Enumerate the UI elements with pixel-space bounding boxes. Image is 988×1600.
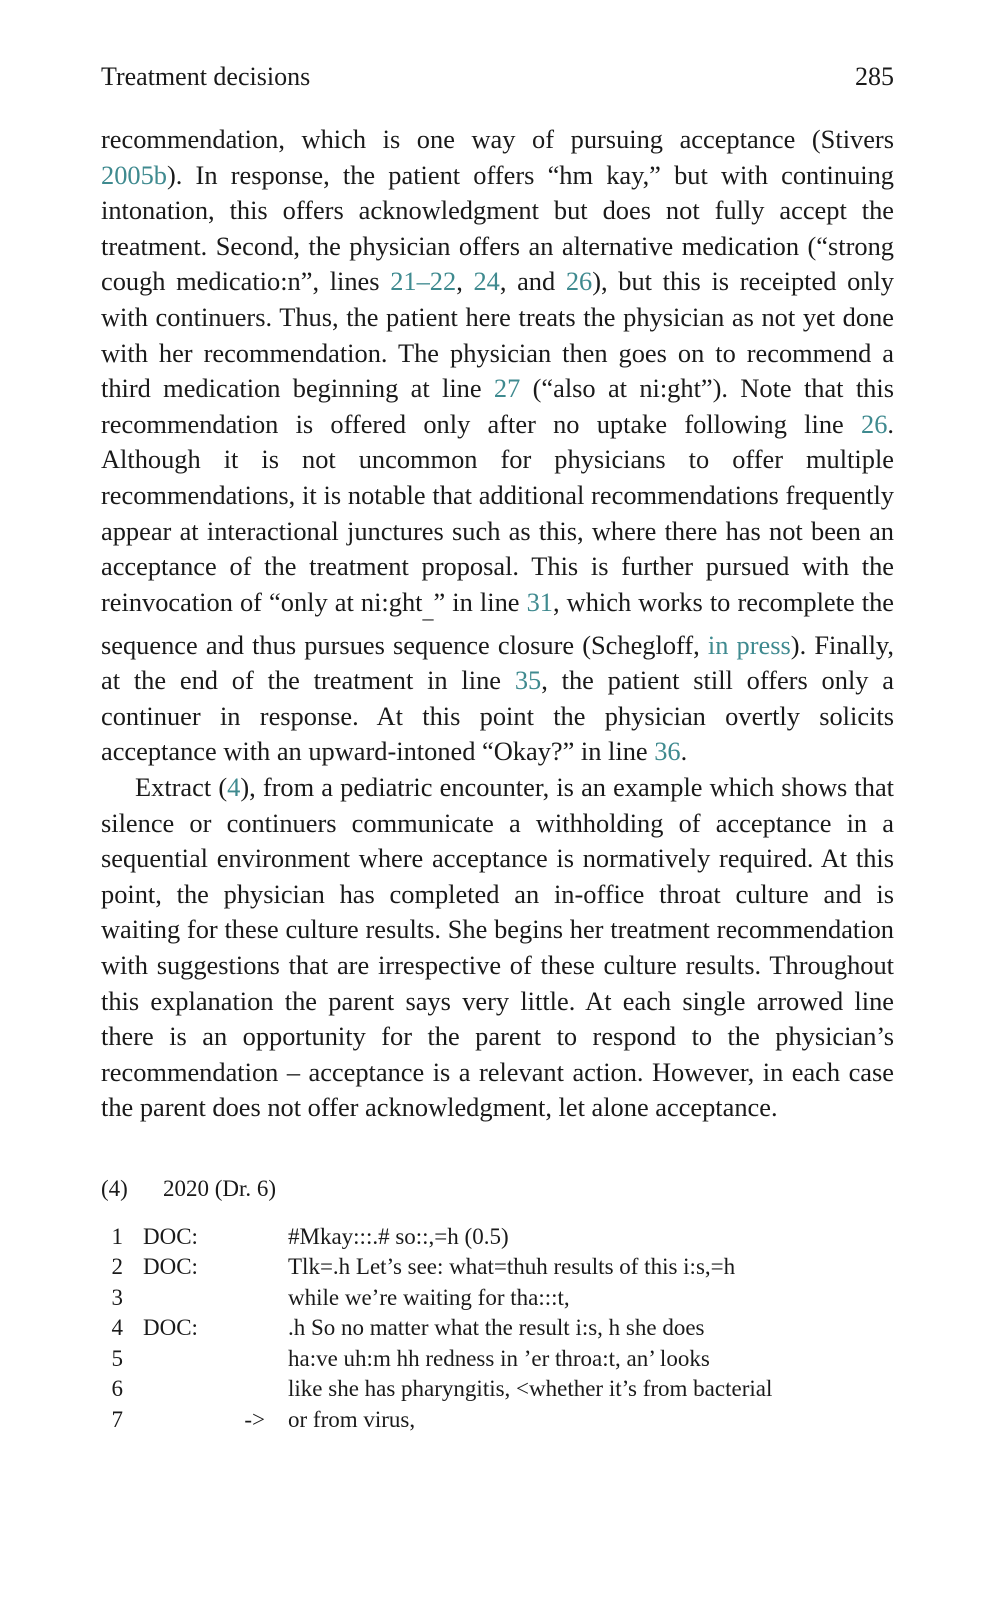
body-text — [101, 122, 894, 1126]
utterance-text: .h So no matter what the result i:s, h she does — [288, 1315, 705, 1341]
transcript — [101, 1222, 894, 1436]
transcript-line — [101, 1405, 894, 1436]
arrow-marker — [223, 1313, 288, 1344]
line-number: 7 — [111, 1406, 123, 1432]
line-ref-link[interactable]: 36 — [654, 736, 681, 767]
citation-link[interactable]: 2005b — [101, 159, 167, 190]
utterance-text: while we’re waiting for tha:::t, — [288, 1284, 570, 1310]
extract-label: 2020 (Dr. 6) — [163, 1175, 277, 1201]
transcript-line — [101, 1374, 894, 1405]
line-ref-link[interactable]: 26 — [861, 408, 888, 439]
utterance-text: like she has pharyngitis, <whether it’s from bacterial — [288, 1376, 773, 1402]
line-ref-link[interactable]: 26 — [565, 266, 593, 297]
speaker-label — [143, 1283, 223, 1314]
line-number: 6 — [111, 1376, 123, 1402]
extract-number: (4) — [101, 1175, 128, 1201]
line-ref-link[interactable]: 31 — [526, 586, 553, 617]
arrow-marker: -> — [244, 1406, 265, 1432]
extract-ref-link[interactable]: 4 — [227, 771, 241, 802]
paragraph-2: Extract (4), from a pediatric encounter, is an example which shows that silence or continuers communicate a withholding of acceptance in a sequential environment where acceptance is normatively required. At this point, the physician has completed an in-office throat culture and is waiting for these culture results. She begins her treatment recommendation with suggestions that are irrespective of these culture results. Throughout this explanation the parent says very little. At each single arrowed line there is an opportunity for the parent to respond to the physician’s recommendation – acceptance is a relevant action. However, in each case the parent does not offer acknowledgment, let alone acceptance. — [101, 771, 894, 1123]
arrow-marker — [223, 1283, 288, 1314]
line-ref-link[interactable]: 24 — [473, 266, 500, 297]
transcript-line — [101, 1222, 894, 1253]
transcript-line — [101, 1283, 894, 1314]
running-title: Treatment decisions — [101, 62, 311, 91]
utterance-text: ha:ve uh:m hh redness in ’er throa:t, an’ looks — [288, 1345, 710, 1371]
arrow-marker — [223, 1222, 288, 1253]
line-ref-link[interactable]: 27 — [493, 373, 521, 404]
line-number: 1 — [111, 1223, 123, 1249]
line-number: 3 — [111, 1284, 123, 1310]
page-number: 285 — [855, 62, 894, 91]
running-header — [101, 62, 894, 102]
arrow-marker — [223, 1374, 288, 1405]
arrow-marker — [223, 1252, 288, 1283]
transcript-line — [101, 1313, 894, 1344]
speaker-label — [143, 1344, 223, 1375]
line-ref-link[interactable]: 21–22 — [390, 266, 457, 297]
line-number: 5 — [111, 1345, 123, 1371]
utterance-text: #Mkay:::.# so::,=h (0.5) — [288, 1223, 509, 1249]
paragraph-1: recommendation, which is one way of pursuing acceptance (Stivers 2005b). In response, the patient offers “hm kay,” but with continuing intonation, this offers acknowledgment but does not fully accept the treatment. Second, the physician offers an alternative medication (“strong cough medicatio:n”, lines 21–22, 24, and 26), but this is receipted only with continuers. Thus, the patient here treats the physician as not yet done with her recommendation. The physician then goes on to recommend a third medication beginning at line 27 (“also at ni:ght”). Note that this recommendation is offered only after no uptake following line 26. Although it is not uncommon for physicians to offer multiple recommendations, it is notable that additional recommendations frequently appear at interactional junctures such as this, where there has not been an acceptance of the treatment proposal. This is further pursued with the reinvocation of “only at ni:ght$_{\_}$” in line 31, which works to recomplete the sequence and thus pursues sequence closure (Schegloff, in press). Finally, at the end of the treatment in line 35, the patient still offers only a continuer in response. At this point the physician overtly solicits acceptance with an upward-intoned “Okay?” in line 36. — [101, 124, 894, 767]
extract-heading — [101, 1176, 894, 1216]
citation-link[interactable]: in press — [707, 629, 791, 660]
transcript-line — [101, 1344, 894, 1375]
line-number: 2 — [111, 1254, 123, 1280]
line-ref-link[interactable]: 35 — [514, 665, 542, 696]
speaker-label: DOC: — [143, 1223, 198, 1249]
line-number: 4 — [111, 1315, 123, 1341]
transcript-line — [101, 1252, 894, 1283]
speaker-label: DOC: — [143, 1315, 198, 1341]
speaker-label: DOC: — [143, 1254, 198, 1280]
speaker-label — [143, 1405, 223, 1436]
utterance-text: Tlk=.h Let’s see: what=thuh results of this i:s,=h — [288, 1254, 736, 1280]
arrow-marker — [223, 1344, 288, 1375]
speaker-label — [143, 1374, 223, 1405]
book-page — [101, 62, 894, 1435]
utterance-text: or from virus, — [288, 1406, 416, 1432]
